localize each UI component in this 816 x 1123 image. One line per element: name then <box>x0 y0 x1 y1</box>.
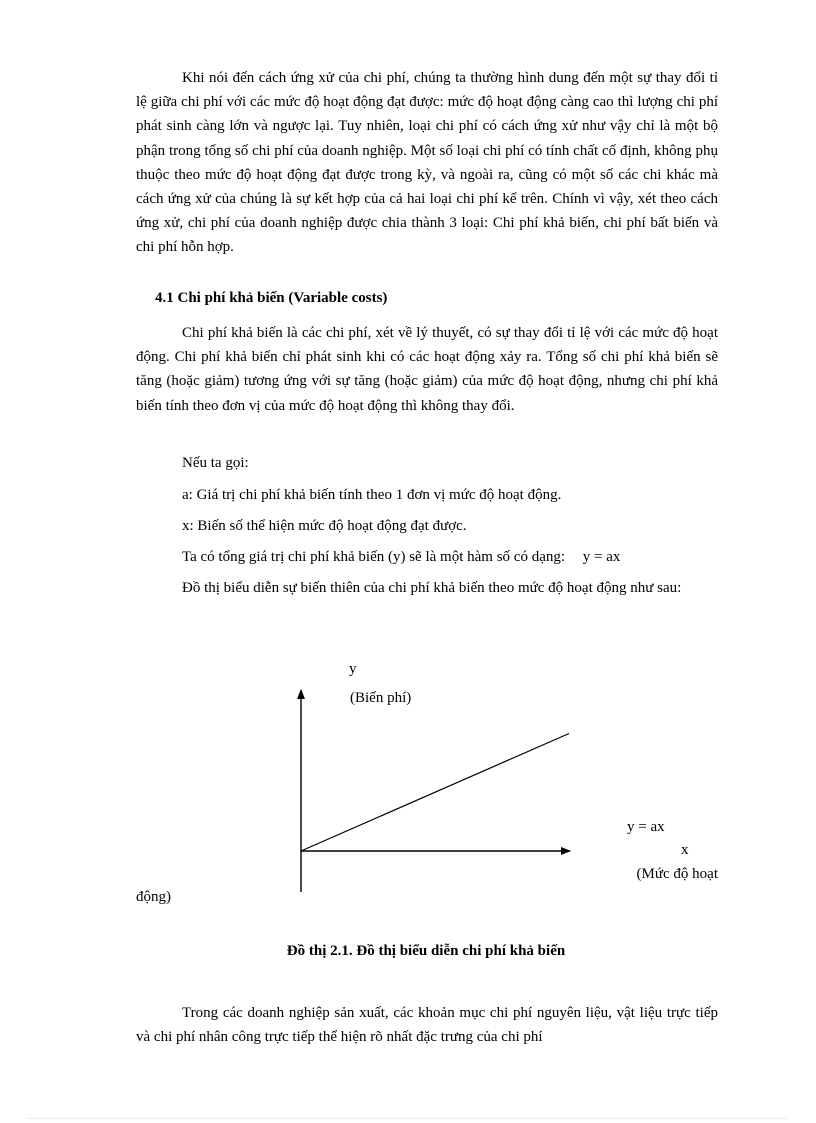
variable-x-definition: x: Biến số thể hiện mức độ hoạt động đạt được. <box>182 518 467 534</box>
footer-divider <box>28 1118 788 1119</box>
y-axis-symbol: y <box>349 661 357 677</box>
function-text: Ta có tổng giá trị chi phí khả biến (y) sẽ là một hàm số có dạng: <box>182 549 566 565</box>
intro-paragraph: Khi nói đến cách ứng xử của chi phí, chúng ta thường hình dung đến một sự thay đổi tỉ lệ giữa chi phí với các mức độ hoạt động đạt được: mức độ hoạt động càng cao thì lượng chi phí phát sinh càng lớn và ngược lại. Tuy nhiên, loại chi phí có cách ứng xử như vậy chỉ là một bộ phận trong tổng số chi phí của doanh nghiệp. Một số loại chi phí có tính chất cố định, không phụ thuộc theo mức độ hoạt động đạt được trong kỳ, và ngoài ra, cũng có một số các chi khác mà cách ứng xử của chúng là sự kết hợp của cả hai loại chi phí kể trên. Chính vì vậy, xét theo cách ứng xử, chi phí của doanh nghiệp được chia thành 3 loại: Chi phí khả biến, chi phí bất biến và chi phí hỗn hợp. <box>136 70 718 256</box>
series-line-y-equals-ax <box>301 734 569 852</box>
x-axis-symbol: x <box>681 842 689 858</box>
if-we-call-text: Nếu ta gọi: <box>182 455 249 471</box>
closing-paragraph: Trong các doanh nghiệp sản xuất, các khoản mục chi phí nguyên liệu, vật liệu trực tiếp và chi phí nhân công trực tiếp thể hiện rõ nhất đặc trưng của chi phí <box>136 1005 718 1046</box>
variable-a-definition: a: Giá trị chi phí khả biến tính theo 1 đơn vị mức độ hoạt động. <box>182 487 562 503</box>
graph-intro-paragraph: Đồ thị biểu diễn sự biến thiên của chi phí khả biến theo mức độ hoạt động như sau: <box>182 580 682 596</box>
definition-paragraph: Chi phí khả biến là các chi phí, xét về lý thuyết, có sự thay đổi tỉ lệ với các mức độ hoạt động. Chi phí khả biến chỉ phát sinh khi có các hoạt động xảy ra. Tổng số chi phí khả biến sẽ tăng (hoặc giảm) tương ứng với sự tăng (hoặc giảm) của mức độ hoạt động, nhưng chi phí khả biến tính theo đơn vị của mức độ hoạt động thì không thay đổi. <box>136 325 718 414</box>
function-formula: y = ax <box>582 549 621 565</box>
section-heading: 4.1 Chi phí khả biến (Variable costs) <box>155 290 388 306</box>
x-axis-label-continued: động) <box>136 889 171 905</box>
x-axis-label: (Mức độ hoạt <box>636 866 718 882</box>
line-label: y = ax <box>627 819 665 835</box>
figure-caption: Đồ thị 2.1. Đồ thị biểu diễn chi phí khả biến <box>286 943 566 959</box>
y-axis-label: (Biến phí) <box>350 690 412 706</box>
